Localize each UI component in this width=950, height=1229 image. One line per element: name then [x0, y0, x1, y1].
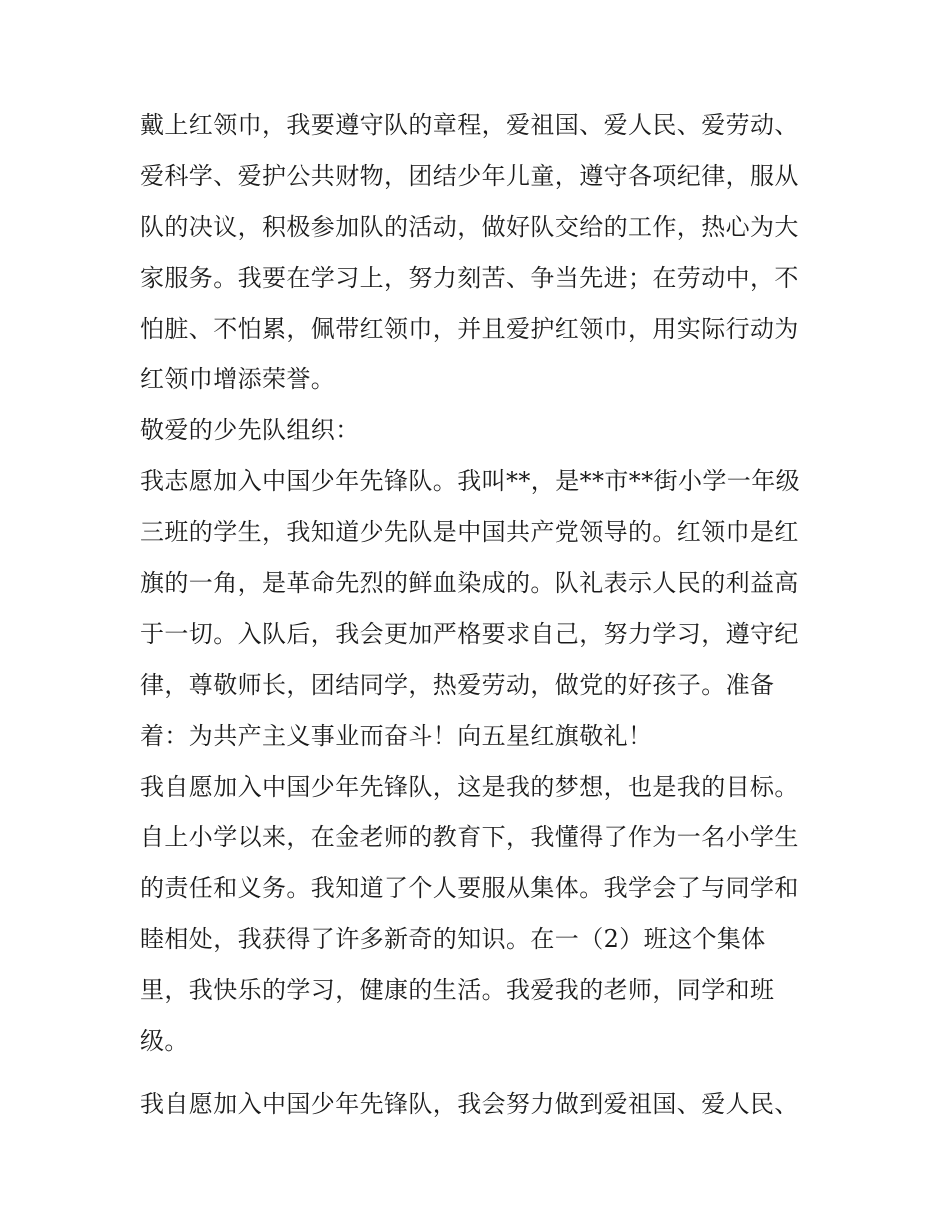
paragraph-application-3 [140, 1079, 820, 1130]
text-line: 的责任和义务。我知道了个人要服从集体。我学会了与同学和 [140, 874, 799, 903]
paragraph-application-1 [140, 456, 820, 761]
paragraph-salutation [140, 405, 820, 456]
paragraph-pledge [140, 100, 820, 405]
salutation-line: 敬爱的少先队组织： [140, 416, 360, 445]
text-line: 里，我快乐的学习，健康的生活。我爱我的老师，同学和班 [140, 976, 775, 1005]
text-line: 怕脏、不怕累，佩带红领巾，并且爱护红领巾，用实际行动为 [140, 314, 799, 343]
text-line: 我自愿加入中国少年先锋队，我会努力做到爱祖国、爱人民、 [140, 1089, 799, 1118]
paragraph-application-2 [140, 762, 820, 1067]
text-line: 自上小学以来，在金老师的教育下，我懂得了作为一名小学生 [140, 823, 799, 852]
text-line: 我自愿加入中国少年先锋队，这是我的梦想，也是我的目标。 [140, 772, 799, 801]
document-body [140, 100, 820, 1130]
text-line: 红领巾增添荣誉。 [140, 365, 336, 394]
paragraph-spacer [140, 1067, 820, 1079]
text-line: 睦相处，我获得了许多新奇的知识。在一（2）班这个集体 [140, 925, 766, 954]
text-line: 家服务。我要在学习上，努力刻苦、争当先进；在劳动中，不 [140, 263, 799, 292]
text-line: 戴上红领巾，我要遵守队的章程，爱祖国、爱人民、爱劳动、 [140, 111, 799, 139]
text-line: 旗的一角，是革命先烈的鲜血染成的。队礼表示人民的利益高 [140, 569, 799, 598]
text-line: 着：为共产主义事业而奋斗！向五星红旗敬礼！ [140, 721, 653, 750]
text-line: 爱科学、爱护公共财物，团结少年儿童，遵守各项纪律，服从 [140, 161, 799, 190]
text-line: 于一切。入队后，我会更加严格要求自己，努力学习，遵守纪 [140, 619, 799, 648]
text-line: 三班的学生，我知道少先队是中国共产党领导的。红领巾是红 [140, 518, 799, 547]
text-line: 队的决议，积极参加队的活动，做好队交给的工作，热心为大 [140, 212, 799, 241]
text-line: 律，尊敬师长，团结同学，热爱劳动，做党的好孩子。准备 [140, 670, 775, 699]
text-line: 我志愿加入中国少年先锋队。我叫**，是**市**街小学一年级 [140, 467, 800, 496]
text-line: 级。 [140, 1027, 189, 1056]
